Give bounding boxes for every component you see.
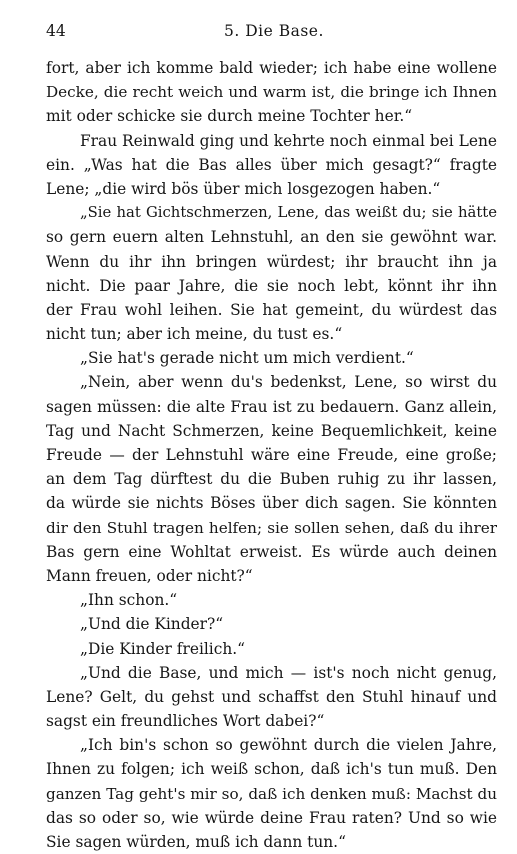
text-line: Ihnen zu folgen; ich weiß schon, daß ich's tun muß. Den [46,760,497,779]
text-line: an dem Tag dürftest du die Buben ruhig zu ihr lassen, [46,470,497,489]
page-number: 44 [46,22,66,40]
text-line: „Nein, aber wenn du's bedenkst, Lene, so wirst du [80,373,497,392]
text-line: so gern euern alten Lehnstuhl, an den sie gewöhnt war. [46,228,497,247]
text-line: fort, aber ich komme bald wieder; ich habe eine wollene [46,59,497,77]
page-header [46,22,497,46]
text-line: ganzen Tag geht's mir so, daß ich denken muß: Machst du [46,784,497,803]
text-line: „Und die Base, und mich — ist's noch nicht genug, [80,663,497,682]
text-line: Frau Reinwald ging und kehrte noch einmal bei Lene [80,131,497,150]
text-line: „Sie hat Gichtschmerzen, Lene, das weißt du; sie hätte [80,204,497,222]
text-line: da würde sie nichts Böses über dich sagen. Sie könnten [46,494,497,513]
text-line: „Ich bin's schon so gewöhnt durch die vielen Jahre, [80,736,497,755]
text-line: mit oder schicke sie durch meine Tochter her.“ [46,107,413,126]
text-line: „Die Kinder freilich.“ [80,639,245,658]
text-line: Mann freuen, oder nicht?“ [46,566,253,585]
text-line: Wenn du ihr ihn bringen würdest; ihr braucht ihn ja [46,252,497,271]
running-head: 5. Die Base. [224,22,324,40]
text-line: Lene; „die wird bös über mich losgezogen haben.“ [46,179,441,198]
text-line: der Frau wohl leihen. Sie hat gemeint, du würdest das [46,300,497,319]
text-line: Lene? Gelt, du gehst und schaffst den Stuhl hinauf und [46,687,497,706]
text-line: sagen müssen: die alte Frau ist zu bedauern. Ganz allein, [46,397,497,416]
text-line: nicht tun; aber ich meine, du tust es.“ [46,325,343,344]
text-line: Sie sagen würden, muß ich dann tun.“ [46,833,346,851]
text-line: Decke, die recht weich und warm ist, die bringe ich Ihnen [46,83,497,102]
text-line: „Und die Kinder?“ [80,615,224,634]
body-text [46,56,497,854]
text-line: dir den Stuhl tragen helfen; sie sollen sehen, daß du ihrer [46,518,497,537]
text-line: das so oder so, wie würde deine Frau raten? Und so wie [46,808,497,827]
text-line: sagst ein freundliches Wort dabei?“ [46,712,325,731]
text-line: Freude — der Lehnstuhl wäre eine Freude, eine große; [46,446,497,464]
text-line: nicht. Die paar Jahre, die sie noch lebt, könnt ihr ihn [46,276,497,295]
text-line: Tag und Nacht Schmerzen, keine Bequemlichkeit, keine [46,421,497,440]
text-line: ein. „Was hat die Bas alles über mich gesagt?“ fragte [46,155,497,174]
text-line: „Sie hat's gerade nicht um mich verdient.“ [80,349,414,368]
text-line: Bas gern eine Wohltat erweist. Es würde auch deinen [46,542,497,561]
text-line: „Ihn schon.“ [80,591,178,610]
